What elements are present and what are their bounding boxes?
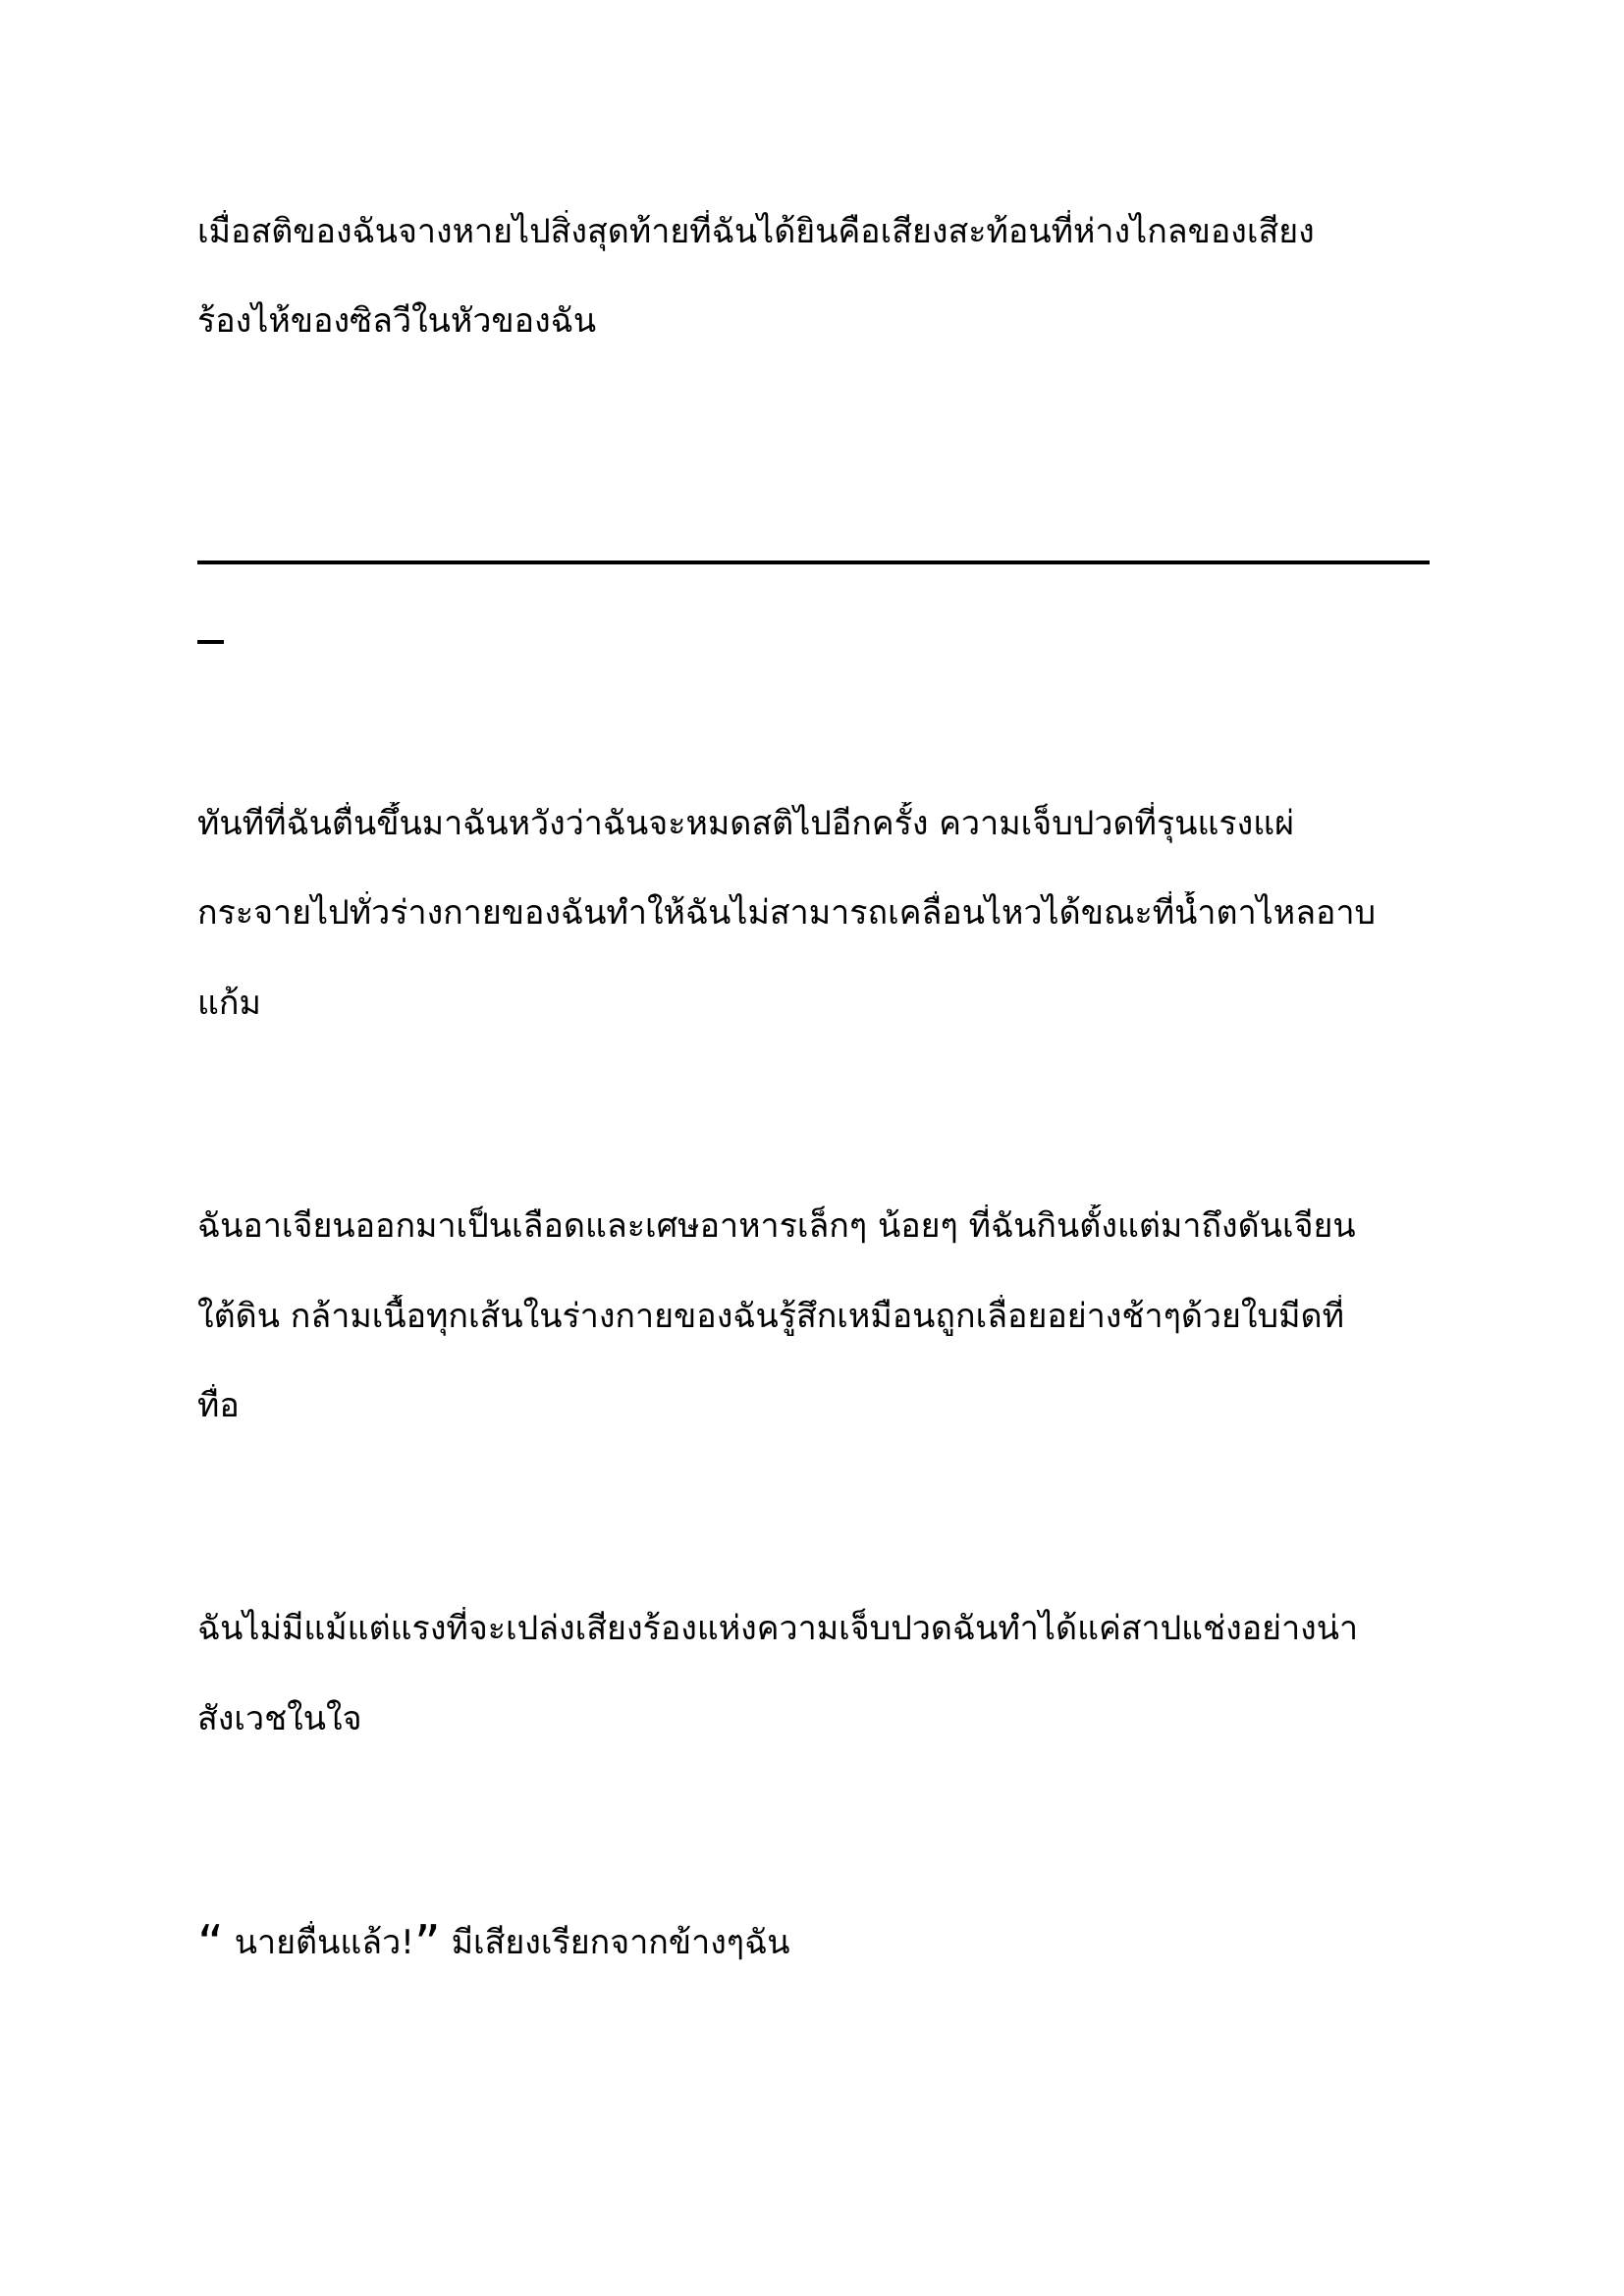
close-quote: ” — [413, 1921, 441, 1966]
paragraph-4-line-2: สังเวชในใจ — [197, 1699, 362, 1738]
paragraph-3-line-1: ฉันอาเจียนออกมาเป็นเลือดและเศษอาหารเล็กๆ น้อยๆ ที่ฉันกินตั้งแต่มาถึงดันเจียน — [197, 1206, 1356, 1246]
divider-dash — [197, 640, 224, 644]
paragraph-3-line-3: ทื่อ — [197, 1386, 240, 1425]
paragraph-2-line-1: ทันทีที่ฉันตื่นขึ้นมาฉันหวังว่าฉันจะหมดสติไปอีกครั้ง ความเจ็บปวดที่รุนแรงแผ่ — [197, 804, 1295, 843]
paragraph-3-line-2: ใต้ดิน กล้ามเนื้อทุกเส้นในร่างกายของฉันรู้สึกเหมือนถูกเลื่อยอย่างช้าๆด้วยใบมีดที่ — [197, 1297, 1345, 1336]
dialogue-narration: มีเสียงเรียกจากข้างๆฉัน — [440, 1923, 790, 1962]
dialogue-line — [197, 1921, 1435, 1966]
section-divider — [197, 561, 1430, 564]
paragraph-2-line-3: แก้ม — [197, 984, 261, 1023]
dialogue-speech: นายตื่นแล้ว! — [223, 1923, 414, 1962]
paragraph-1-line-2: ร้องไห้ของซิลวีในหัวของฉัน — [197, 301, 597, 341]
paragraph-1-line-1: เมื่อสติของฉันจางหายไปสิ่งสุดท้ายที่ฉันได้ยินคือเสียงสะท้อนที่ห่างไกลของเสียง — [197, 212, 1315, 251]
open-quote: “ — [197, 1921, 224, 1966]
paragraph-2-line-2: กระจายไปทั่วร่างกายของฉันทำให้ฉันไม่สามารถเคลื่อนไหวได้ขณะที่น้ำตาไหลอาบ — [197, 893, 1377, 933]
paragraph-4-line-1: ฉันไม่มีแม้แต่แรงที่จะเปล่งเสียงร้องแห่งความเจ็บปวดฉันทำได้แค่สาปแช่งอย่างน่า — [197, 1609, 1359, 1648]
